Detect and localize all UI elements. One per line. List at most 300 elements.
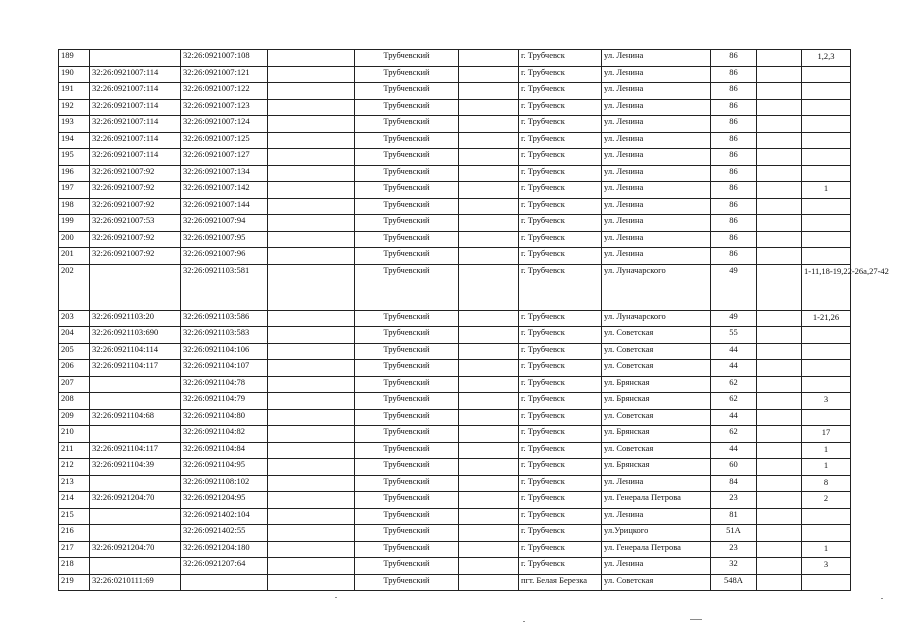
apartment-numbers-cell: [802, 248, 851, 265]
empty-cell: [268, 360, 355, 377]
empty-cell: [459, 165, 519, 182]
empty-cell: [757, 492, 802, 509]
house-number-cell: 86: [711, 66, 757, 83]
cadastral-number-cell: 32:26:0921103:583: [181, 327, 268, 344]
street-cell: ул. Брянская: [602, 393, 711, 410]
district-cell: Трубчевский: [355, 393, 459, 410]
apartment-numbers-cell: [802, 149, 851, 166]
locality-cell: г. Трубчевск: [519, 409, 602, 426]
locality-cell: г. Трубчевск: [519, 83, 602, 100]
locality-cell: г. Трубчевск: [519, 327, 602, 344]
parent-cadastral-cell: [90, 393, 181, 410]
empty-cell: [268, 558, 355, 575]
parent-cadastral-cell: 32:26:0921104:117: [90, 442, 181, 459]
apartment-numbers-cell: 1: [802, 442, 851, 459]
empty-cell: [459, 426, 519, 443]
empty-cell: [459, 310, 519, 327]
empty-cell: [757, 459, 802, 476]
empty-cell: [757, 525, 802, 542]
locality-cell: г. Трубчевск: [519, 198, 602, 215]
empty-cell: [459, 182, 519, 199]
table-row: [59, 409, 851, 426]
street-cell: ул. Ленина: [602, 50, 711, 67]
district-cell: Трубчевский: [355, 492, 459, 509]
street-cell: ул. Луначарского: [602, 264, 711, 310]
parent-cadastral-cell: 32:26:0921104:117: [90, 360, 181, 377]
row-number-cell: 199: [59, 215, 90, 232]
empty-cell: [757, 50, 802, 67]
row-number-cell: 193: [59, 116, 90, 133]
empty-cell: [268, 376, 355, 393]
empty-cell: [268, 198, 355, 215]
apartment-numbers-cell: 1: [802, 182, 851, 199]
apartment-numbers-cell: [802, 525, 851, 542]
parent-cadastral-cell: [90, 376, 181, 393]
locality-cell: г. Трубчевск: [519, 99, 602, 116]
locality-cell: г. Трубчевск: [519, 215, 602, 232]
row-number-cell: 189: [59, 50, 90, 67]
district-cell: Трубчевский: [355, 508, 459, 525]
locality-cell: г. Трубчевск: [519, 182, 602, 199]
table-row: [59, 182, 851, 199]
parent-cadastral-cell: 32:26:0921007:92: [90, 198, 181, 215]
empty-cell: [459, 393, 519, 410]
table-row: [59, 541, 851, 558]
house-number-cell: 86: [711, 132, 757, 149]
row-number-cell: 215: [59, 508, 90, 525]
house-number-cell: 548А: [711, 574, 757, 591]
empty-cell: [757, 376, 802, 393]
house-number-cell: 55: [711, 327, 757, 344]
street-cell: ул. Ленина: [602, 231, 711, 248]
locality-cell: г. Трубчевск: [519, 248, 602, 265]
house-number-cell: 86: [711, 116, 757, 133]
district-cell: Трубчевский: [355, 83, 459, 100]
cadastral-number-cell: [181, 574, 268, 591]
locality-cell: г. Трубчевск: [519, 525, 602, 542]
empty-cell: [268, 574, 355, 591]
table-row: [59, 525, 851, 542]
empty-cell: [459, 574, 519, 591]
row-number-cell: 214: [59, 492, 90, 509]
empty-cell: [268, 215, 355, 232]
house-number-cell: 60: [711, 459, 757, 476]
empty-cell: [268, 327, 355, 344]
row-number-cell: 201: [59, 248, 90, 265]
district-cell: Трубчевский: [355, 525, 459, 542]
street-cell: ул. Ленина: [602, 132, 711, 149]
locality-cell: г. Трубчевск: [519, 393, 602, 410]
parent-cadastral-cell: 32:26:0921204:70: [90, 492, 181, 509]
table-row: [59, 327, 851, 344]
locality-cell: г. Трубчевск: [519, 558, 602, 575]
empty-cell: [459, 116, 519, 133]
row-number-cell: 195: [59, 149, 90, 166]
cadastral-number-cell: 32:26:0921007:144: [181, 198, 268, 215]
cadastral-number-cell: 32:26:0921104:95: [181, 459, 268, 476]
street-cell: ул. Советская: [602, 574, 711, 591]
cadastral-number-cell: 32:26:0921007:96: [181, 248, 268, 265]
row-number-cell: 208: [59, 393, 90, 410]
scan-speck: [690, 619, 702, 620]
table-row: [59, 165, 851, 182]
cadastral-number-cell: 32:26:0921104:84: [181, 442, 268, 459]
district-cell: Трубчевский: [355, 231, 459, 248]
cadastral-number-cell: 32:26:0921104:82: [181, 426, 268, 443]
table-row: [59, 508, 851, 525]
row-number-cell: 198: [59, 198, 90, 215]
cadastral-number-cell: 32:26:0921402:104: [181, 508, 268, 525]
empty-cell: [757, 66, 802, 83]
parent-cadastral-cell: 32:26:0921007:114: [90, 66, 181, 83]
cadastral-number-cell: 32:26:0921104:107: [181, 360, 268, 377]
parent-cadastral-cell: 32:26:0921007:114: [90, 99, 181, 116]
cadastral-number-cell: 32:26:0921007:127: [181, 149, 268, 166]
parent-cadastral-cell: [90, 525, 181, 542]
empty-cell: [268, 132, 355, 149]
locality-cell: г. Трубчевск: [519, 343, 602, 360]
locality-cell: пгт. Белая Березка: [519, 574, 602, 591]
empty-cell: [459, 376, 519, 393]
table-row: [59, 132, 851, 149]
table-row: [59, 248, 851, 265]
house-number-cell: 44: [711, 442, 757, 459]
empty-cell: [757, 198, 802, 215]
parent-cadastral-cell: 32:26:0921104:39: [90, 459, 181, 476]
empty-cell: [459, 231, 519, 248]
district-cell: Трубчевский: [355, 574, 459, 591]
parent-cadastral-cell: 32:26:0921007:53: [90, 215, 181, 232]
cadastral-number-cell: 32:26:0921007:124: [181, 116, 268, 133]
house-number-cell: 23: [711, 541, 757, 558]
district-cell: Трубчевский: [355, 343, 459, 360]
row-number-cell: 209: [59, 409, 90, 426]
table-row: [59, 492, 851, 509]
district-cell: Трубчевский: [355, 264, 459, 310]
cadastral-number-cell: 32:26:0921104:78: [181, 376, 268, 393]
apartment-numbers-cell: 1-21,26: [802, 310, 851, 327]
parent-cadastral-cell: [90, 475, 181, 492]
locality-cell: г. Трубчевск: [519, 442, 602, 459]
apartment-numbers-cell: [802, 116, 851, 133]
empty-cell: [268, 475, 355, 492]
document-page: [58, 49, 889, 591]
street-cell: ул. Ленина: [602, 116, 711, 133]
street-cell: ул. Ленина: [602, 248, 711, 265]
street-cell: ул. Ленина: [602, 149, 711, 166]
empty-cell: [757, 393, 802, 410]
parent-cadastral-cell: [90, 50, 181, 67]
table-row: [59, 83, 851, 100]
table-row: [59, 149, 851, 166]
row-number-cell: 217: [59, 541, 90, 558]
parent-cadastral-cell: 32:26:0921007:92: [90, 165, 181, 182]
empty-cell: [757, 508, 802, 525]
parent-cadastral-cell: 32:26:0921007:114: [90, 149, 181, 166]
house-number-cell: 23: [711, 492, 757, 509]
parent-cadastral-cell: 32:26:0921007:92: [90, 231, 181, 248]
street-cell: ул. Ленина: [602, 182, 711, 199]
locality-cell: г. Трубчевск: [519, 116, 602, 133]
cadastral-number-cell: 32:26:0921204:180: [181, 541, 268, 558]
locality-cell: г. Трубчевск: [519, 426, 602, 443]
locality-cell: г. Трубчевск: [519, 492, 602, 509]
empty-cell: [459, 264, 519, 310]
empty-cell: [268, 508, 355, 525]
empty-cell: [268, 442, 355, 459]
cadastral-number-cell: 32:26:0921007:123: [181, 99, 268, 116]
row-number-cell: 194: [59, 132, 90, 149]
table-row: [59, 215, 851, 232]
locality-cell: г. Трубчевск: [519, 459, 602, 476]
house-number-cell: 44: [711, 360, 757, 377]
empty-cell: [459, 99, 519, 116]
district-cell: Трубчевский: [355, 50, 459, 67]
parent-cadastral-cell: 32:26:0921007:114: [90, 132, 181, 149]
apartment-numbers-cell: 2: [802, 492, 851, 509]
empty-cell: [757, 558, 802, 575]
row-number-cell: 192: [59, 99, 90, 116]
street-cell: ул. Ленина: [602, 558, 711, 575]
district-cell: Трубчевский: [355, 215, 459, 232]
empty-cell: [459, 558, 519, 575]
row-number-cell: 200: [59, 231, 90, 248]
empty-cell: [268, 393, 355, 410]
street-cell: ул. Советская: [602, 360, 711, 377]
house-number-cell: 86: [711, 248, 757, 265]
house-number-cell: 62: [711, 426, 757, 443]
empty-cell: [757, 442, 802, 459]
row-number-cell: 203: [59, 310, 90, 327]
cadastral-number-cell: 32:26:0921007:142: [181, 182, 268, 199]
empty-cell: [459, 343, 519, 360]
empty-cell: [459, 50, 519, 67]
apartment-numbers-cell: [802, 83, 851, 100]
street-cell: ул. Ленина: [602, 165, 711, 182]
locality-cell: г. Трубчевск: [519, 149, 602, 166]
empty-cell: [757, 83, 802, 100]
empty-cell: [757, 310, 802, 327]
house-number-cell: 84: [711, 475, 757, 492]
apartment-numbers-cell: 17: [802, 426, 851, 443]
parent-cadastral-cell: 32:26:0921103:690: [90, 327, 181, 344]
district-cell: Трубчевский: [355, 310, 459, 327]
empty-cell: [268, 231, 355, 248]
house-number-cell: 81: [711, 508, 757, 525]
empty-cell: [757, 116, 802, 133]
parent-cadastral-cell: 32:26:0921104:68: [90, 409, 181, 426]
empty-cell: [459, 198, 519, 215]
table-row: [59, 50, 851, 67]
row-number-cell: 207: [59, 376, 90, 393]
apartment-numbers-cell: [802, 409, 851, 426]
district-cell: Трубчевский: [355, 182, 459, 199]
empty-cell: [268, 343, 355, 360]
cadastral-number-cell: 32:26:0921103:581: [181, 264, 268, 310]
empty-cell: [268, 99, 355, 116]
apartment-numbers-cell: [802, 327, 851, 344]
district-cell: Трубчевский: [355, 376, 459, 393]
street-cell: ул. Советская: [602, 409, 711, 426]
street-cell: ул.Урицкого: [602, 525, 711, 542]
house-number-cell: 51А: [711, 525, 757, 542]
table-row: [59, 343, 851, 360]
house-number-cell: 86: [711, 215, 757, 232]
apartment-numbers-cell: [802, 574, 851, 591]
empty-cell: [268, 83, 355, 100]
empty-cell: [459, 248, 519, 265]
empty-cell: [268, 426, 355, 443]
street-cell: ул. Ленина: [602, 215, 711, 232]
row-number-cell: 197: [59, 182, 90, 199]
parent-cadastral-cell: 32:26:0921007:114: [90, 83, 181, 100]
street-cell: ул. Брянская: [602, 426, 711, 443]
empty-cell: [459, 215, 519, 232]
locality-cell: г. Трубчевск: [519, 264, 602, 310]
row-number-cell: 202: [59, 264, 90, 310]
apartment-numbers-cell: [802, 165, 851, 182]
parent-cadastral-cell: 32:26:0921104:114: [90, 343, 181, 360]
apartment-numbers-cell: [802, 66, 851, 83]
table-row: [59, 310, 851, 327]
cadastral-number-cell: 32:26:0921007:95: [181, 231, 268, 248]
scan-speck: [335, 597, 337, 598]
table-row: [59, 376, 851, 393]
table-row: [59, 426, 851, 443]
empty-cell: [459, 360, 519, 377]
street-cell: ул. Ленина: [602, 99, 711, 116]
row-number-cell: 212: [59, 459, 90, 476]
empty-cell: [757, 327, 802, 344]
empty-cell: [268, 50, 355, 67]
empty-cell: [757, 248, 802, 265]
row-number-cell: 204: [59, 327, 90, 344]
house-number-cell: 86: [711, 198, 757, 215]
cadastral-number-cell: 32:26:0921007:125: [181, 132, 268, 149]
empty-cell: [459, 541, 519, 558]
row-number-cell: 218: [59, 558, 90, 575]
house-number-cell: 44: [711, 409, 757, 426]
house-number-cell: 32: [711, 558, 757, 575]
house-number-cell: 86: [711, 231, 757, 248]
empty-cell: [268, 165, 355, 182]
empty-cell: [459, 149, 519, 166]
apartment-numbers-cell: [802, 215, 851, 232]
empty-cell: [268, 409, 355, 426]
apartment-numbers-cell: 3: [802, 393, 851, 410]
locality-cell: г. Трубчевск: [519, 360, 602, 377]
table-row: [59, 558, 851, 575]
locality-cell: г. Трубчевск: [519, 541, 602, 558]
parent-cadastral-cell: [90, 508, 181, 525]
empty-cell: [459, 492, 519, 509]
apartment-numbers-cell: 1,2,3: [802, 50, 851, 67]
empty-cell: [757, 409, 802, 426]
row-number-cell: 219: [59, 574, 90, 591]
district-cell: Трубчевский: [355, 116, 459, 133]
empty-cell: [459, 327, 519, 344]
house-number-cell: 86: [711, 50, 757, 67]
district-cell: Трубчевский: [355, 99, 459, 116]
cadastral-number-cell: 32:26:0921104:106: [181, 343, 268, 360]
table-row: [59, 360, 851, 377]
apartment-numbers-cell: [802, 508, 851, 525]
street-cell: ул. Брянская: [602, 459, 711, 476]
district-cell: Трубчевский: [355, 198, 459, 215]
locality-cell: г. Трубчевск: [519, 475, 602, 492]
locality-cell: г. Трубчевск: [519, 66, 602, 83]
table-row: [59, 116, 851, 133]
district-cell: Трубчевский: [355, 248, 459, 265]
apartment-numbers-cell: [802, 198, 851, 215]
locality-cell: г. Трубчевск: [519, 310, 602, 327]
apartment-numbers-cell: [802, 99, 851, 116]
house-number-cell: 86: [711, 99, 757, 116]
table-row: [59, 231, 851, 248]
empty-cell: [268, 492, 355, 509]
cadastral-number-cell: 32:26:0921402:55: [181, 525, 268, 542]
locality-cell: г. Трубчевск: [519, 376, 602, 393]
district-cell: Трубчевский: [355, 541, 459, 558]
table-row: [59, 198, 851, 215]
cadastral-number-cell: 32:26:0921007:122: [181, 83, 268, 100]
street-cell: ул. Ленина: [602, 508, 711, 525]
house-number-cell: 44: [711, 343, 757, 360]
empty-cell: [757, 343, 802, 360]
street-cell: ул. Генерала Петрова: [602, 541, 711, 558]
district-cell: Трубчевский: [355, 426, 459, 443]
house-number-cell: 86: [711, 149, 757, 166]
street-cell: ул. Советская: [602, 442, 711, 459]
cadastral-number-cell: 32:26:0921204:95: [181, 492, 268, 509]
district-cell: Трубчевский: [355, 558, 459, 575]
empty-cell: [757, 264, 802, 310]
apartment-numbers-cell: [802, 376, 851, 393]
district-cell: Трубчевский: [355, 132, 459, 149]
cadastral-number-cell: 32:26:0921108:102: [181, 475, 268, 492]
empty-cell: [268, 264, 355, 310]
row-number-cell: 213: [59, 475, 90, 492]
house-number-cell: 62: [711, 376, 757, 393]
house-number-cell: 86: [711, 182, 757, 199]
empty-cell: [757, 574, 802, 591]
table-row: [59, 459, 851, 476]
parent-cadastral-cell: 32:26:0921204:70: [90, 541, 181, 558]
table-row: [59, 475, 851, 492]
empty-cell: [459, 132, 519, 149]
district-cell: Трубчевский: [355, 409, 459, 426]
empty-cell: [268, 525, 355, 542]
table-row: [59, 393, 851, 410]
street-cell: ул. Советская: [602, 327, 711, 344]
empty-cell: [459, 66, 519, 83]
empty-cell: [459, 409, 519, 426]
street-cell: ул. Ленина: [602, 475, 711, 492]
house-number-cell: 86: [711, 165, 757, 182]
empty-cell: [268, 66, 355, 83]
empty-cell: [459, 459, 519, 476]
empty-cell: [459, 475, 519, 492]
parent-cadastral-cell: 32:26:0921007:92: [90, 182, 181, 199]
empty-cell: [757, 231, 802, 248]
house-number-cell: 62: [711, 393, 757, 410]
cadastral-number-cell: 32:26:0921104:80: [181, 409, 268, 426]
cadastral-number-cell: 32:26:0921007:108: [181, 50, 268, 67]
district-cell: Трубчевский: [355, 360, 459, 377]
empty-cell: [268, 116, 355, 133]
apartment-numbers-cell: 3: [802, 558, 851, 575]
row-number-cell: 196: [59, 165, 90, 182]
